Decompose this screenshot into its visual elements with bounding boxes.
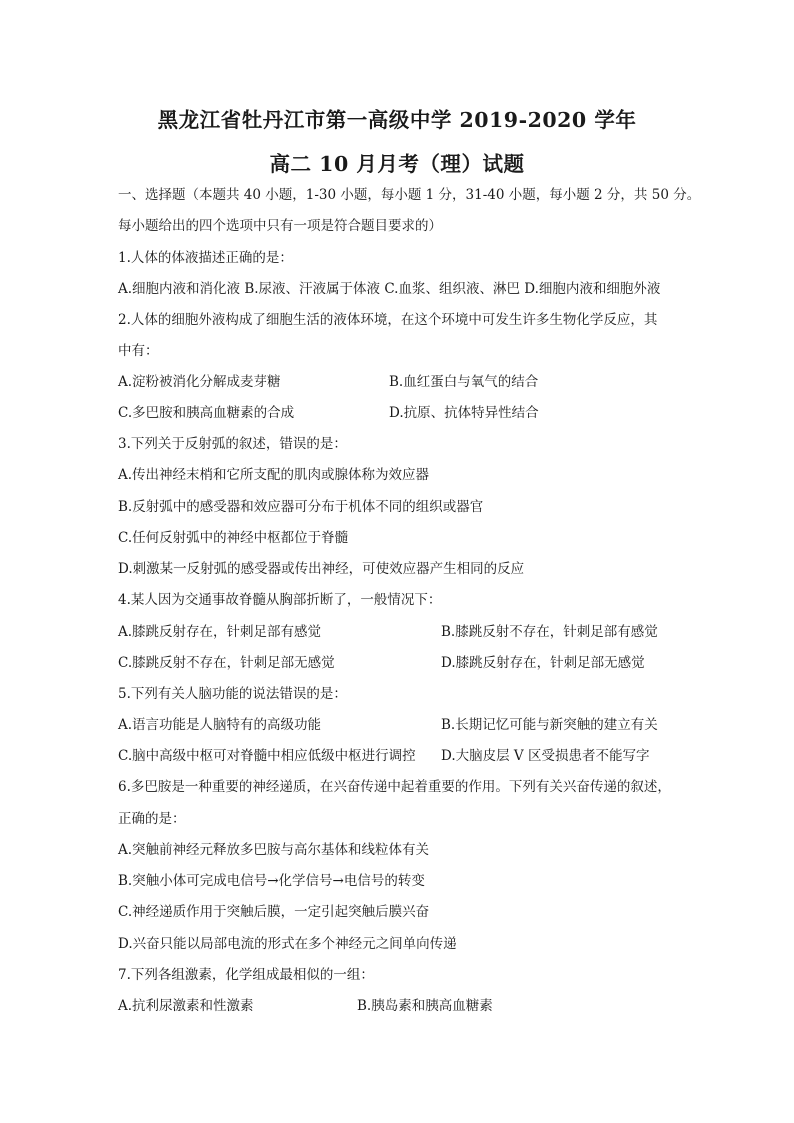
q4-option-c: C.膝跳反射不存在，针刺足部无感觉 (118, 655, 335, 671)
q5-option-d: D.大脑皮层 V 区受损患者不能写字 (441, 748, 650, 764)
q4-option-d: D.膝跳反射存在，针刺足部无感觉 (441, 655, 645, 671)
q5-stem: 5.下列有关人脑功能的说法错误的是： (118, 686, 347, 702)
q3-option-a: A.传出神经末梢和它所支配的肌肉或腺体称为效应器 (118, 467, 430, 483)
q4-option-a: A.膝跳反射存在，针刺足部有感觉 (118, 624, 322, 640)
q3-option-d: D.刺激某一反射弧的感受器或传出神经，可使效应器产生相同的反应 (118, 561, 525, 577)
exam-title-line2: 高二 10 月月考（理）试题 (269, 152, 525, 176)
q6-stem-line2: 正确的是： (118, 811, 186, 827)
q2-stem-line2: 中有： (118, 343, 159, 359)
q6-option-b: B.突触小体可完成电信号→化学信号→电信号的转变 (118, 873, 425, 889)
section-instructions-line1: 一、选择题（本题共 40 小题，1-30 小题，每小题 1 分，31-40 小题，每小题 2 分，共 50 分。 (118, 187, 701, 203)
q5-option-a: A.语言功能是人脑特有的高级功能 (118, 717, 322, 733)
q4-stem: 4.某人因为交通事故脊髓从胸部折断了，一般情况下： (118, 592, 442, 608)
q3-stem: 3.下列关于反射弧的叙述，错误的是： (118, 436, 347, 452)
q2-option-b: B.血红蛋白与氧气的结合 (389, 374, 539, 390)
q5-option-c: C.脑中高级中枢可对脊髓中相应低级中枢进行调控 (118, 748, 416, 764)
q7-stem: 7.下列各组激素，化学组成最相似的一组： (118, 967, 374, 983)
q3-option-b: B.反射弧中的感受器和效应器可分布于机体不同的组织或器官 (118, 499, 484, 515)
q4-option-b: B.膝跳反射不存在，针刺足部有感觉 (441, 624, 658, 640)
q2-option-c: C.多巴胺和胰高血糖素的合成 (118, 405, 295, 421)
q7-option-a: A.抗利尿激素和性激素 (118, 998, 254, 1014)
exam-title-line1: 黑龙江省牡丹江市第一高级中学 2019-2020 学年 (157, 108, 637, 132)
q2-option-a: A.淀粉被消化分解成麦芽糖 (118, 374, 281, 390)
q6-option-a: A.突触前神经元释放多巴胺与高尔基体和线粒体有关 (118, 842, 430, 858)
q6-option-d: D.兴奋只能以局部电流的形式在多个神经元之间单向传递 (118, 936, 457, 952)
q2-stem-line1: 2.人体的细胞外液构成了细胞生活的液体环境，在这个环境中可发生许多生物化学反应，其 (118, 312, 658, 328)
q1-stem: 1.人体的体液描述正确的是： (118, 250, 293, 266)
q6-stem-line1: 6.多巴胺是一种重要的神经递质，在兴奋传递中起着重要的作用。下列有关兴奋传递的叙述， (118, 779, 671, 795)
q3-option-c: C.任何反射弧中的神经中枢都位于脊髓 (118, 530, 349, 546)
q5-option-b: B.长期记忆可能与新突触的建立有关 (441, 717, 658, 733)
q2-option-d: D.抗原、抗体特异性结合 (389, 405, 539, 421)
section-instructions-line2: 每小题给出的四个选项中只有一项是符合题目要求的） (118, 218, 442, 234)
q7-option-b: B.胰岛素和胰高血糖素 (357, 998, 493, 1014)
q1-options: A.细胞内液和消化液 B.尿液、汗液属于体液 C.血浆、组织液、淋巴 D.细胞内液和细胞外液 (118, 281, 661, 297)
q6-option-c: C.神经递质作用于突触后膜，一定引起突触后膜兴奋 (118, 904, 430, 920)
